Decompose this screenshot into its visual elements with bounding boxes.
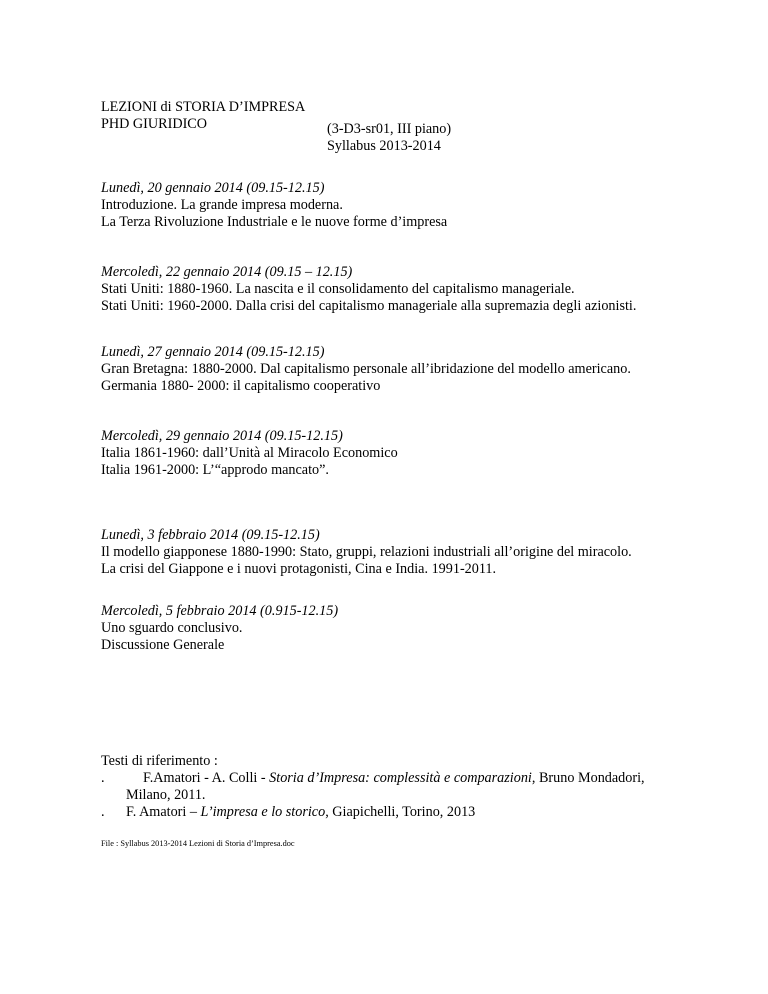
session-date: Mercoledì, 5 febbraio 2014 (0.915-12.15): [101, 603, 339, 619]
session-date: Lunedì, 27 gennaio 2014 (09.15-12.15): [101, 344, 325, 360]
references-heading: Testi di riferimento :: [101, 753, 218, 769]
reference-item: [126, 804, 475, 821]
room-label: (3-D3-sr01, III piano): [327, 121, 452, 137]
program-label: PHD GIURIDICO: [101, 116, 208, 132]
session-topic: Introduzione. La grande impresa moderna.: [101, 197, 343, 213]
session-date: Mercoledì, 22 gennaio 2014 (09.15 – 12.15): [101, 264, 353, 280]
reference-title: L’impresa e lo storico: [200, 804, 326, 820]
session-topic: La Terza Rivoluzione Industriale e le nuove forme d’impresa: [101, 214, 448, 230]
session-topic: Italia 1961-2000: L’“approdo mancato”.: [101, 462, 329, 478]
reference-item: [143, 770, 645, 787]
reference-continuation: Milano, 2011.: [126, 787, 206, 803]
reference-bullet: .: [101, 804, 105, 820]
session-topic: Discussione Generale: [101, 637, 225, 653]
session-date: Lunedì, 20 gennaio 2014 (09.15-12.15): [101, 180, 325, 196]
reference-title: Storia d’Impresa: complessità e comparazioni: [269, 770, 532, 786]
document-title: LEZIONI di STORIA D’IMPRESA: [101, 99, 306, 115]
session-topic: Italia 1861-1960: dall’Unità al Miracolo Economico: [101, 445, 398, 461]
session-date: Lunedì, 3 febbraio 2014 (09.15-12.15): [101, 527, 320, 543]
session-topic: Stati Uniti: 1880-1960. La nascita e il consolidamento del capitalismo manageriale.: [101, 281, 575, 297]
reference-authors: F. Amatori –: [126, 804, 201, 820]
session-topic: Uno sguardo conclusivo.: [101, 620, 243, 636]
session-topic: Gran Bretagna: 1880-2000. Dal capitalismo personale all’ibridazione del modello americano.: [101, 361, 631, 377]
session-topic: Stati Uniti: 1960-2000. Dalla crisi del capitalismo manageriale alla supremazia degli azionisti.: [101, 298, 637, 314]
session-topic: La crisi del Giappone e i nuovi protagonisti, Cina e India. 1991-2011.: [101, 561, 497, 577]
reference-publisher: , Giapichelli, Torino, 2013: [325, 804, 476, 820]
reference-bullet: .: [101, 770, 105, 786]
session-topic: Germania 1880- 2000: il capitalismo cooperativo: [101, 378, 381, 394]
session-date: Mercoledì, 29 gennaio 2014 (09.15-12.15): [101, 428, 343, 444]
session-topic: Il modello giapponese 1880-1990: Stato, gruppi, relazioni industriali all’origine del miracolo.: [101, 544, 632, 560]
reference-publisher: , Bruno Mondadori,: [531, 770, 645, 786]
syllabus-label: Syllabus 2013-2014: [327, 138, 441, 154]
reference-authors: F.Amatori - A. Colli -: [143, 770, 270, 786]
file-footer: File : Syllabus 2013-2014 Lezioni di Storia d’Impresa.doc: [101, 839, 295, 848]
